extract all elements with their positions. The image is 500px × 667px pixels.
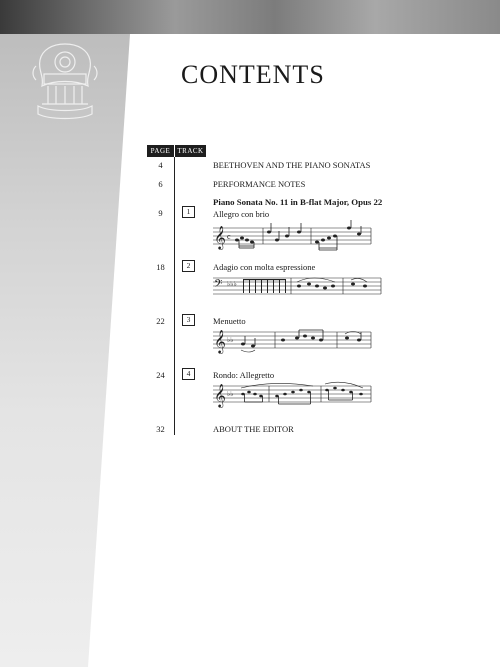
entry-title-notes: PERFORMANCE NOTES: [213, 179, 306, 189]
column-header-track: TRACK: [175, 145, 206, 157]
svg-text:𝄞: 𝄞: [214, 225, 226, 249]
entry-page-notes: 6: [158, 179, 163, 189]
entry-title-mvt4: Rondo: Allegretto: [213, 370, 275, 380]
entry-page-mvt2: 18: [156, 262, 165, 272]
entry-title-mvt1: Allegro con brio: [213, 209, 270, 219]
svg-text:𝄢: 𝄢: [214, 278, 223, 293]
music-incipit-mvt2: [213, 272, 383, 300]
sonata-title: Piano Sonata No. 11 in B-flat Major, Opus 22: [213, 197, 383, 207]
crest-logo-icon: [30, 40, 100, 122]
track-box-2: 2: [182, 260, 195, 272]
entry-title-mvt3: Menuetto: [213, 316, 246, 326]
column-header-page: PAGE: [147, 145, 174, 157]
track-box-3: 3: [182, 314, 195, 326]
track-box-1: 1: [182, 206, 195, 218]
entry-page-mvt3: 22: [156, 316, 165, 326]
entry-title-intro: BEETHOVEN AND THE PIANO SONATAS: [213, 160, 371, 170]
top-banner: [0, 0, 500, 34]
svg-text:♭♭: ♭♭: [227, 390, 234, 398]
column-divider: [174, 157, 175, 435]
svg-text:𝄞: 𝄞: [214, 383, 226, 407]
music-incipit-mvt1: [213, 220, 373, 252]
entry-title-mvt2: Adagio con molta espressione: [213, 262, 316, 272]
page-title: CONTENTS: [181, 60, 325, 89]
entry-page-intro: 4: [158, 160, 163, 170]
track-box-4: 4: [182, 368, 195, 380]
entry-page-mvt1: 9: [158, 208, 163, 218]
entry-page-editor: 32: [156, 424, 165, 434]
music-incipit-mvt3: [213, 326, 373, 354]
svg-text:♭♭♭: ♭♭♭: [227, 280, 237, 288]
entry-page-mvt4: 24: [156, 370, 165, 380]
svg-text:𝄞: 𝄞: [214, 329, 226, 353]
entry-title-editor: ABOUT THE EDITOR: [213, 424, 294, 434]
music-incipit-mvt4: [213, 380, 373, 408]
svg-text:♭♭: ♭♭: [227, 336, 234, 344]
svg-text:c: c: [227, 232, 231, 241]
